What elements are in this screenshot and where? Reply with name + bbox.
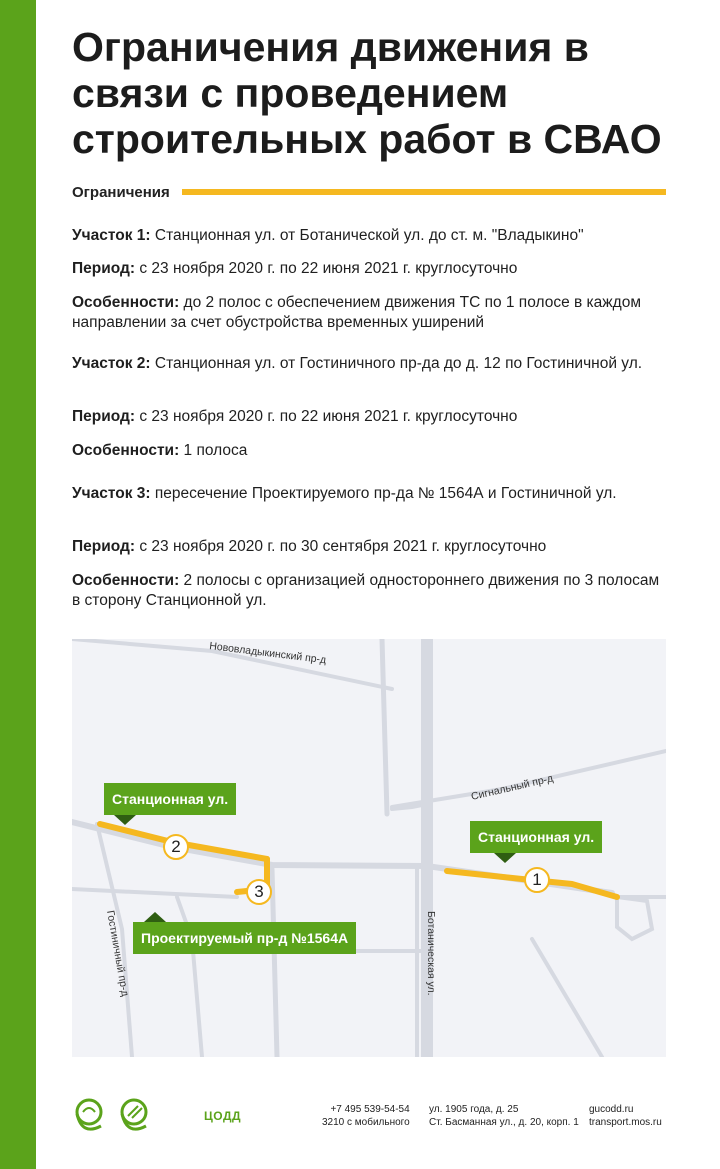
footer bbox=[72, 1096, 666, 1136]
section-1-features: Особенности: до 2 полос с обеспечением движения ТС по 1 полосе в каждом направлении за счет обустройства временных уширений bbox=[72, 294, 641, 331]
road-proektiruemy-west bbox=[72, 889, 237, 897]
map bbox=[72, 639, 666, 1057]
label-gostinichny: Гостиничный пр-д bbox=[104, 909, 132, 998]
section-3-area: Участок 3: пересечение Проектируемого пр-да № 1564А и Гостиничной ул. bbox=[72, 485, 617, 502]
section-2-period: Период: с 23 ноября 2020 г. по 22 июня 2021 г. круглосуточно bbox=[72, 408, 518, 425]
contact-phone: +7 495 539-54-54 3210 с мобильного bbox=[322, 1104, 410, 1128]
road-gostinichnaya bbox=[177, 897, 202, 1057]
label-novovladykinsky: Нововладыкинский пр-д bbox=[208, 640, 327, 667]
section-2-area: Участок 2: Станционная ул. от Гостиничного пр-да до д. 12 по Гостиничной ул. bbox=[72, 355, 643, 372]
label-botanicheskaya: Ботаническая ул. bbox=[425, 911, 437, 996]
link-transport[interactable]: transport.mos.ru bbox=[589, 1117, 662, 1128]
road-southeast bbox=[532, 939, 602, 1057]
label-signalny: Сигнальный пр-д bbox=[469, 772, 555, 803]
road-vertical-a bbox=[382, 639, 387, 814]
section-1-area: Участок 1: Станционная ул. от Ботанической ул. до ст. м. "Владыкино" bbox=[72, 227, 584, 244]
flag-stantsionnaya-right: Станционная ул. bbox=[470, 821, 602, 853]
section-2-features: Особенности: 1 полоса bbox=[72, 442, 248, 459]
marker-1: 1 bbox=[524, 867, 550, 893]
section-1-period: Период: с 23 ноября 2020 г. по 22 июня 2021 г. круглосуточно bbox=[72, 260, 518, 277]
side-accent-bar bbox=[0, 0, 36, 1169]
contact-address: ул. 1905 года, д. 25 Ст. Басманная ул., д. 20, корп. 1 bbox=[429, 1104, 579, 1128]
section-header bbox=[72, 181, 666, 203]
gucodd-logo-icon bbox=[72, 1096, 202, 1136]
contact-sites bbox=[589, 1103, 662, 1129]
flag-proektiruemy: Проектируемый пр-д №1564А bbox=[133, 922, 356, 954]
link-gucodd[interactable]: gucodd.ru bbox=[589, 1104, 634, 1115]
marker-2: 2 bbox=[163, 834, 189, 860]
road-roundabout bbox=[617, 897, 652, 939]
page-title: Ограничения движения в связи с проведением строительных работ в СВАО bbox=[72, 24, 662, 162]
logo-text: ЦОДД bbox=[204, 1109, 242, 1123]
section-3-features: Особенности: 2 полосы с организацией одностороннего движения по 3 полосам в сторону Станционной ул. bbox=[72, 572, 660, 609]
marker-3: 3 bbox=[246, 879, 272, 905]
section-divider bbox=[182, 189, 666, 195]
section-3-period: Период: с 23 ноября 2020 г. по 30 сентября 2021 г. круглосуточно bbox=[72, 538, 547, 555]
section-label: Ограничения bbox=[72, 183, 170, 201]
road-vertical-c bbox=[272, 869, 277, 1057]
flag-stantsionnaya-left: Станционная ул. bbox=[104, 783, 236, 815]
